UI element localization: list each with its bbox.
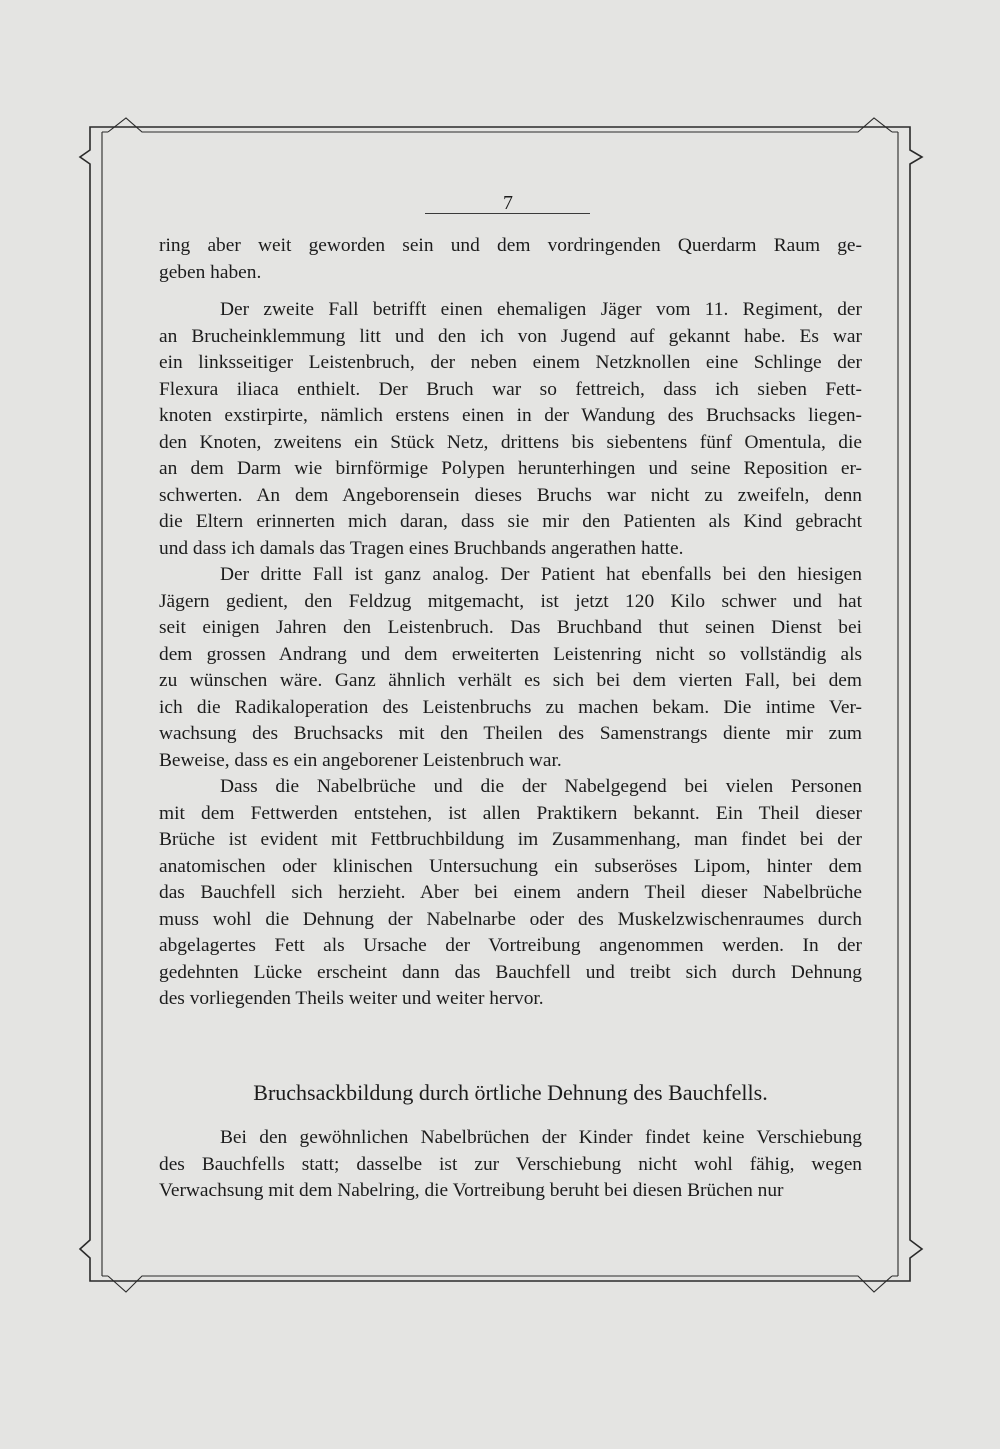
paragraph-2-line: an Brucheinklemmung litt und den ich von Jugend auf gekannt habe. Es war [159, 325, 862, 347]
paragraph-3-line: Jägern gedient, den Feldzug mitgemacht, ist jetzt 120 Kilo schwer und hat [159, 590, 862, 612]
paragraph-3-line: zu wünschen wäre. Ganz ähnlich verhält es sich bei dem vierten Fall, bei dem [159, 670, 862, 691]
paragraph-2-line: an dem Darm wie birnförmige Polypen herunterhingen und seine Reposition er- [159, 458, 862, 479]
paragraph-3-line: dem grossen Andrang und dem erweiterten Leistenring nicht so vollständig als [159, 643, 862, 665]
paragraph-2-line: und dass ich damals das Tragen eines Bruchbands angerathen hatte. [159, 537, 684, 559]
paragraph-3-line: Beweise, dass es ein angeborener Leistenbruch war. [159, 749, 562, 771]
paragraph-2-line: knoten exstirpirte, nämlich erstens einen in der Wandung des Bruchsacks liegen- [159, 405, 862, 426]
paragraph-3-line: Der dritte Fall ist ganz analog. Der Patient hat ebenfalls bei den hiesigen [220, 564, 862, 585]
paragraph-3-line: wachsung des Bruchsacks mit den Theilen des Samenstrangs diente mir zum [159, 723, 862, 744]
page-number-rule [425, 213, 590, 214]
final-paragraph-line: des Bauchfells statt; dasselbe ist zur Verschiebung nicht wohl fähig, wegen [159, 1153, 862, 1175]
paragraph-2-line: schwerten. An dem Angeborensein dieses Bruchs war nicht zu zweifeln, denn [159, 484, 862, 506]
page-number: 7 [503, 192, 513, 214]
paragraph-1-line: geben haben. [159, 261, 262, 283]
paragraph-4-line: das Bauchfell sich herzieht. Aber bei einem andern Theil dieser Nabelbrüche [159, 882, 862, 903]
paragraph-3-line: seit einigen Jahren den Leistenbruch. Das Bruchband thut seinen Dienst bei [159, 617, 862, 638]
paragraph-4-line: muss wohl die Dehnung der Nabelnarbe oder des Muskelzwischenraumes durch [159, 908, 862, 930]
paragraph-2-line: die Eltern erinnerten mich daran, dass sie mir den Patienten als Kind gebracht [159, 511, 862, 532]
section-heading: Bruchsackbildung durch örtliche Dehnung des Bauchfells. [253, 1080, 768, 1105]
final-paragraph-line: Verwachsung mit dem Nabelring, die Vortreibung beruht bei diesen Brüchen nur [159, 1180, 784, 1201]
paragraph-4-line: Dass die Nabelbrüche und die der Nabelgegend bei vielen Personen [220, 776, 862, 797]
paragraph-4-line: anatomischen oder klinischen Untersuchung ein subseröses Lipom, hinter dem [159, 855, 862, 877]
final-paragraph-line: Bei den gewöhnlichen Nabelbrüchen der Kinder findet keine Verschiebung [220, 1127, 862, 1148]
paragraph-4-line: gedehnten Lücke erscheint dann das Bauchfell und treibt sich durch Dehnung [159, 961, 862, 983]
paragraph-2-line: Der zweite Fall betrifft einen ehemaligen Jäger vom 11. Regiment, der [220, 299, 862, 320]
paragraph-2-line: Flexura iliaca enthielt. Der Bruch war so fettreich, dass ich sieben Fett- [159, 378, 862, 400]
paragraph-2-line: den Knoten, zweitens ein Stück Netz, drittens bis siebentens fünf Omentula, die [159, 431, 862, 453]
paragraph-4-line: Brüche ist evident mit Fettbruchbildung im Zusammenhang, man findet bei der [159, 829, 862, 850]
paragraph-4-line: des vorliegenden Theils weiter und weiter hervor. [159, 988, 544, 1009]
paragraph-2-line: ein linksseitiger Leistenbruch, der neben einem Netzknollen eine Schlinge der [159, 352, 862, 373]
paragraph-3-line: ich die Radikaloperation des Leistenbruchs zu machen bekam. Die intime Ver- [159, 696, 862, 718]
paragraph-1-line: ring aber weit geworden sein und dem vordringenden Querdarm Raum ge- [159, 235, 862, 256]
paragraph-4-line: mit dem Fettwerden entstehen, ist allen Praktikern bekannt. Ein Theil dieser [159, 802, 862, 824]
paragraph-4-line: abgelagertes Fett als Ursache der Vortreibung angenommen werden. In der [159, 935, 862, 956]
